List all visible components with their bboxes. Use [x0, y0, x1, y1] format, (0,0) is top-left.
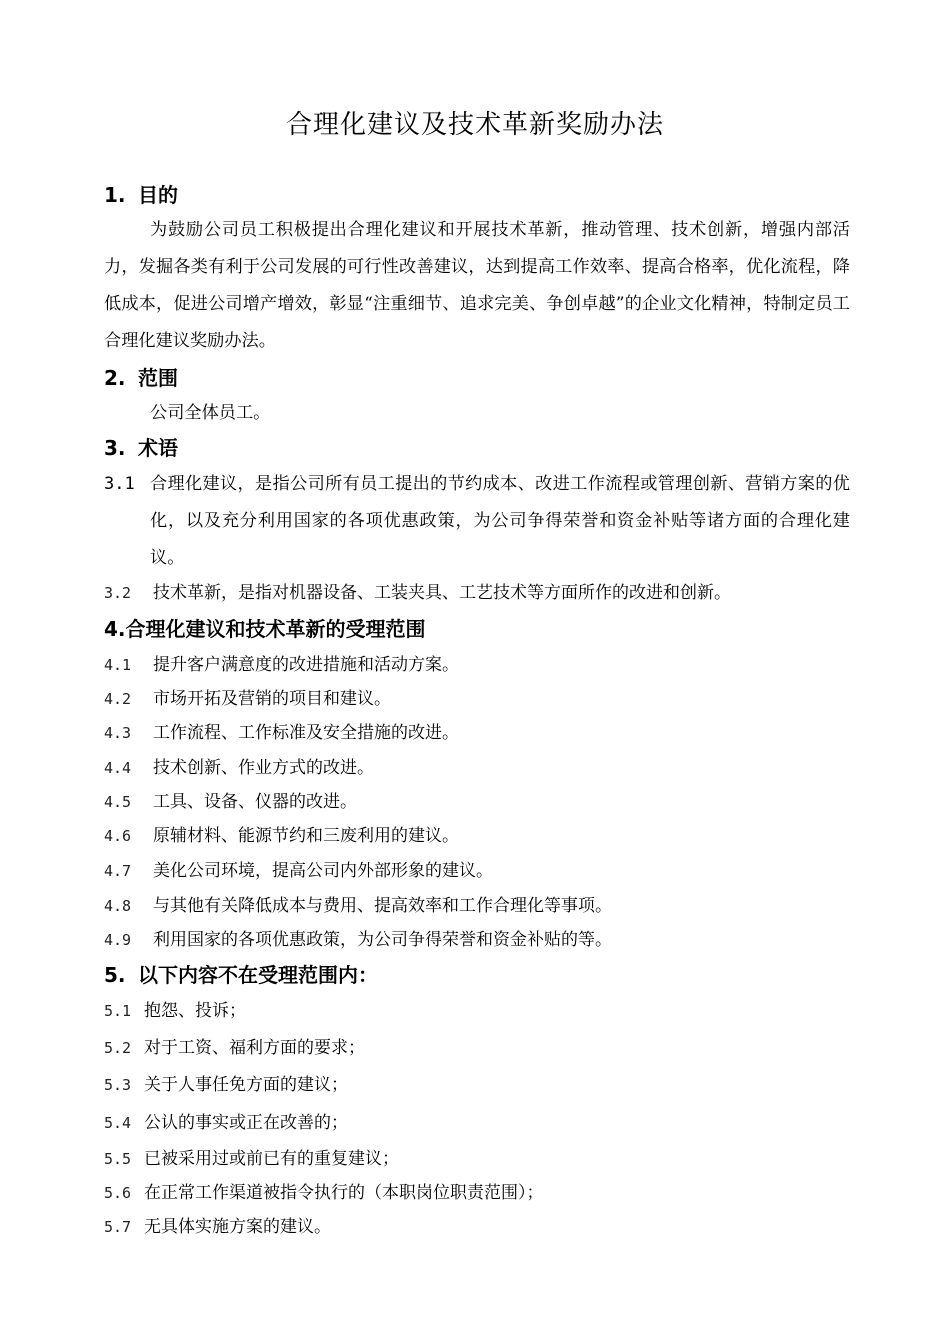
- list-item-text: 市场开拓及营销的项目和建议。: [153, 689, 391, 709]
- list-item-text: 利用国家的各项优惠政策，为公司争得荣誉和资金补贴的等。: [153, 930, 612, 950]
- section-4-heading: 4.合理化建议和技术革新的受理范围: [104, 617, 426, 641]
- list-item-number: 4.6: [104, 827, 132, 845]
- list-item: [104, 1036, 365, 1060]
- list-item-number: 4.1: [104, 656, 132, 674]
- section-3-heading: [104, 435, 178, 461]
- section-5-heading: [104, 962, 378, 988]
- section-1-title: 目的: [138, 183, 178, 207]
- list-item-text: 抱怨、投诉；: [144, 1001, 246, 1021]
- list-item-number: 4.2: [104, 690, 132, 708]
- list-item-number: 5.7: [104, 1218, 132, 1236]
- list-item-number: 4.4: [104, 759, 132, 777]
- list-item-text: 对于工资、福利方面的要求；: [144, 1038, 365, 1058]
- list-item-text: 无具体实施方案的建议。: [144, 1217, 331, 1237]
- term-item: [104, 581, 731, 605]
- list-item-number: 5.1: [104, 1002, 132, 1020]
- term-item-text: 技术革新，是指对机器设备、工装夹具、工艺技术等方面所作的改进和创新。: [153, 583, 731, 603]
- term-item-number: 3.2: [104, 584, 132, 602]
- list-item: [104, 894, 612, 918]
- list-item-number: 5.4: [104, 1114, 132, 1132]
- list-item-text: 与其他有关降低成本与费用、提高效率和工作合理化等事项。: [153, 896, 612, 916]
- section-2-heading: [104, 365, 178, 391]
- list-item-number: 5.6: [104, 1184, 132, 1202]
- section-5-title: 以下内容不在受理范围内：: [138, 963, 378, 987]
- list-item-text: 工作流程、工作标准及安全措施的改进。: [153, 723, 459, 743]
- list-item-number: 5.5: [104, 1150, 132, 1168]
- list-item: [104, 859, 493, 883]
- section-2-paragraph: 公司全体员工。: [150, 403, 271, 423]
- list-item: [104, 1073, 348, 1097]
- section-5-number: 5.: [104, 963, 126, 987]
- list-item: [104, 687, 391, 711]
- list-item-number: 4.8: [104, 897, 132, 915]
- list-item: [104, 999, 246, 1023]
- list-item-number: 4.5: [104, 793, 132, 811]
- list-item-text: 技术创新、作业方式的改进。: [153, 758, 374, 778]
- list-item-text: 公认的事实或正在改善的；: [144, 1113, 348, 1133]
- list-item-number: 4.3: [104, 724, 132, 742]
- list-item-number: 5.2: [104, 1039, 132, 1057]
- list-item-text: 在正常工作渠道被指令执行的（本职岗位职责范围）；: [144, 1183, 544, 1203]
- list-item: [104, 928, 612, 952]
- section-3-number: 3.: [104, 436, 126, 460]
- section-1-heading: [104, 182, 178, 208]
- list-item: [104, 721, 459, 745]
- list-item-number: 5.3: [104, 1076, 132, 1094]
- list-item: [104, 790, 357, 814]
- list-item: [104, 1147, 399, 1171]
- term-item-number: 3.1: [104, 474, 135, 494]
- section-2-number: 2.: [104, 366, 126, 390]
- section-1-number: 1.: [104, 183, 126, 207]
- list-item-text: 关于人事任免方面的建议；: [144, 1075, 348, 1095]
- list-item: [104, 1111, 348, 1135]
- list-item-text: 工具、设备、仪器的改进。: [153, 792, 357, 812]
- list-item-text: 已被采用过或前已有的重复建议；: [144, 1149, 399, 1169]
- list-item: [104, 756, 374, 780]
- section-1-paragraph: 为鼓励公司员工积极提出合理化建议和开展技术革新，推动管理、技术创新，增强内部活力，发掘各类有利于公司发展的可行性改善建议，达到提高工作效率、提高合格率，优化流程，降低成本，促进公司增产增效，彰显“注重细节、追求完美、争创卓越”的企业文化精神，特制定员工合理化建议奖励办法。: [104, 220, 850, 351]
- list-item-number: 4.7: [104, 862, 132, 880]
- section-3-title: 术语: [138, 436, 178, 460]
- section-2-title: 范围: [138, 366, 178, 390]
- list-item-text: 提升客户满意度的改进措施和活动方案。: [153, 655, 459, 675]
- list-item: [104, 653, 459, 677]
- list-item: [104, 1181, 544, 1205]
- list-item-text: 原辅材料、能源节约和三废利用的建议。: [153, 826, 459, 846]
- list-item: [104, 824, 459, 848]
- list-item: [104, 1215, 331, 1239]
- term-item: [104, 466, 850, 577]
- document-title: 合理化建议及技术革新奖励办法: [285, 110, 664, 140]
- list-item-text: 美化公司环境，提高公司内外部形象的建议。: [153, 861, 493, 881]
- term-item-text: 合理化建议，是指公司所有员工提出的节约成本、改进工作流程或管理创新、营销方案的优化，以及充分利用国家的各项优惠政策，为公司争得荣誉和资金补贴等诸方面的合理化建议。: [150, 474, 850, 568]
- list-item-number: 4.9: [104, 931, 132, 949]
